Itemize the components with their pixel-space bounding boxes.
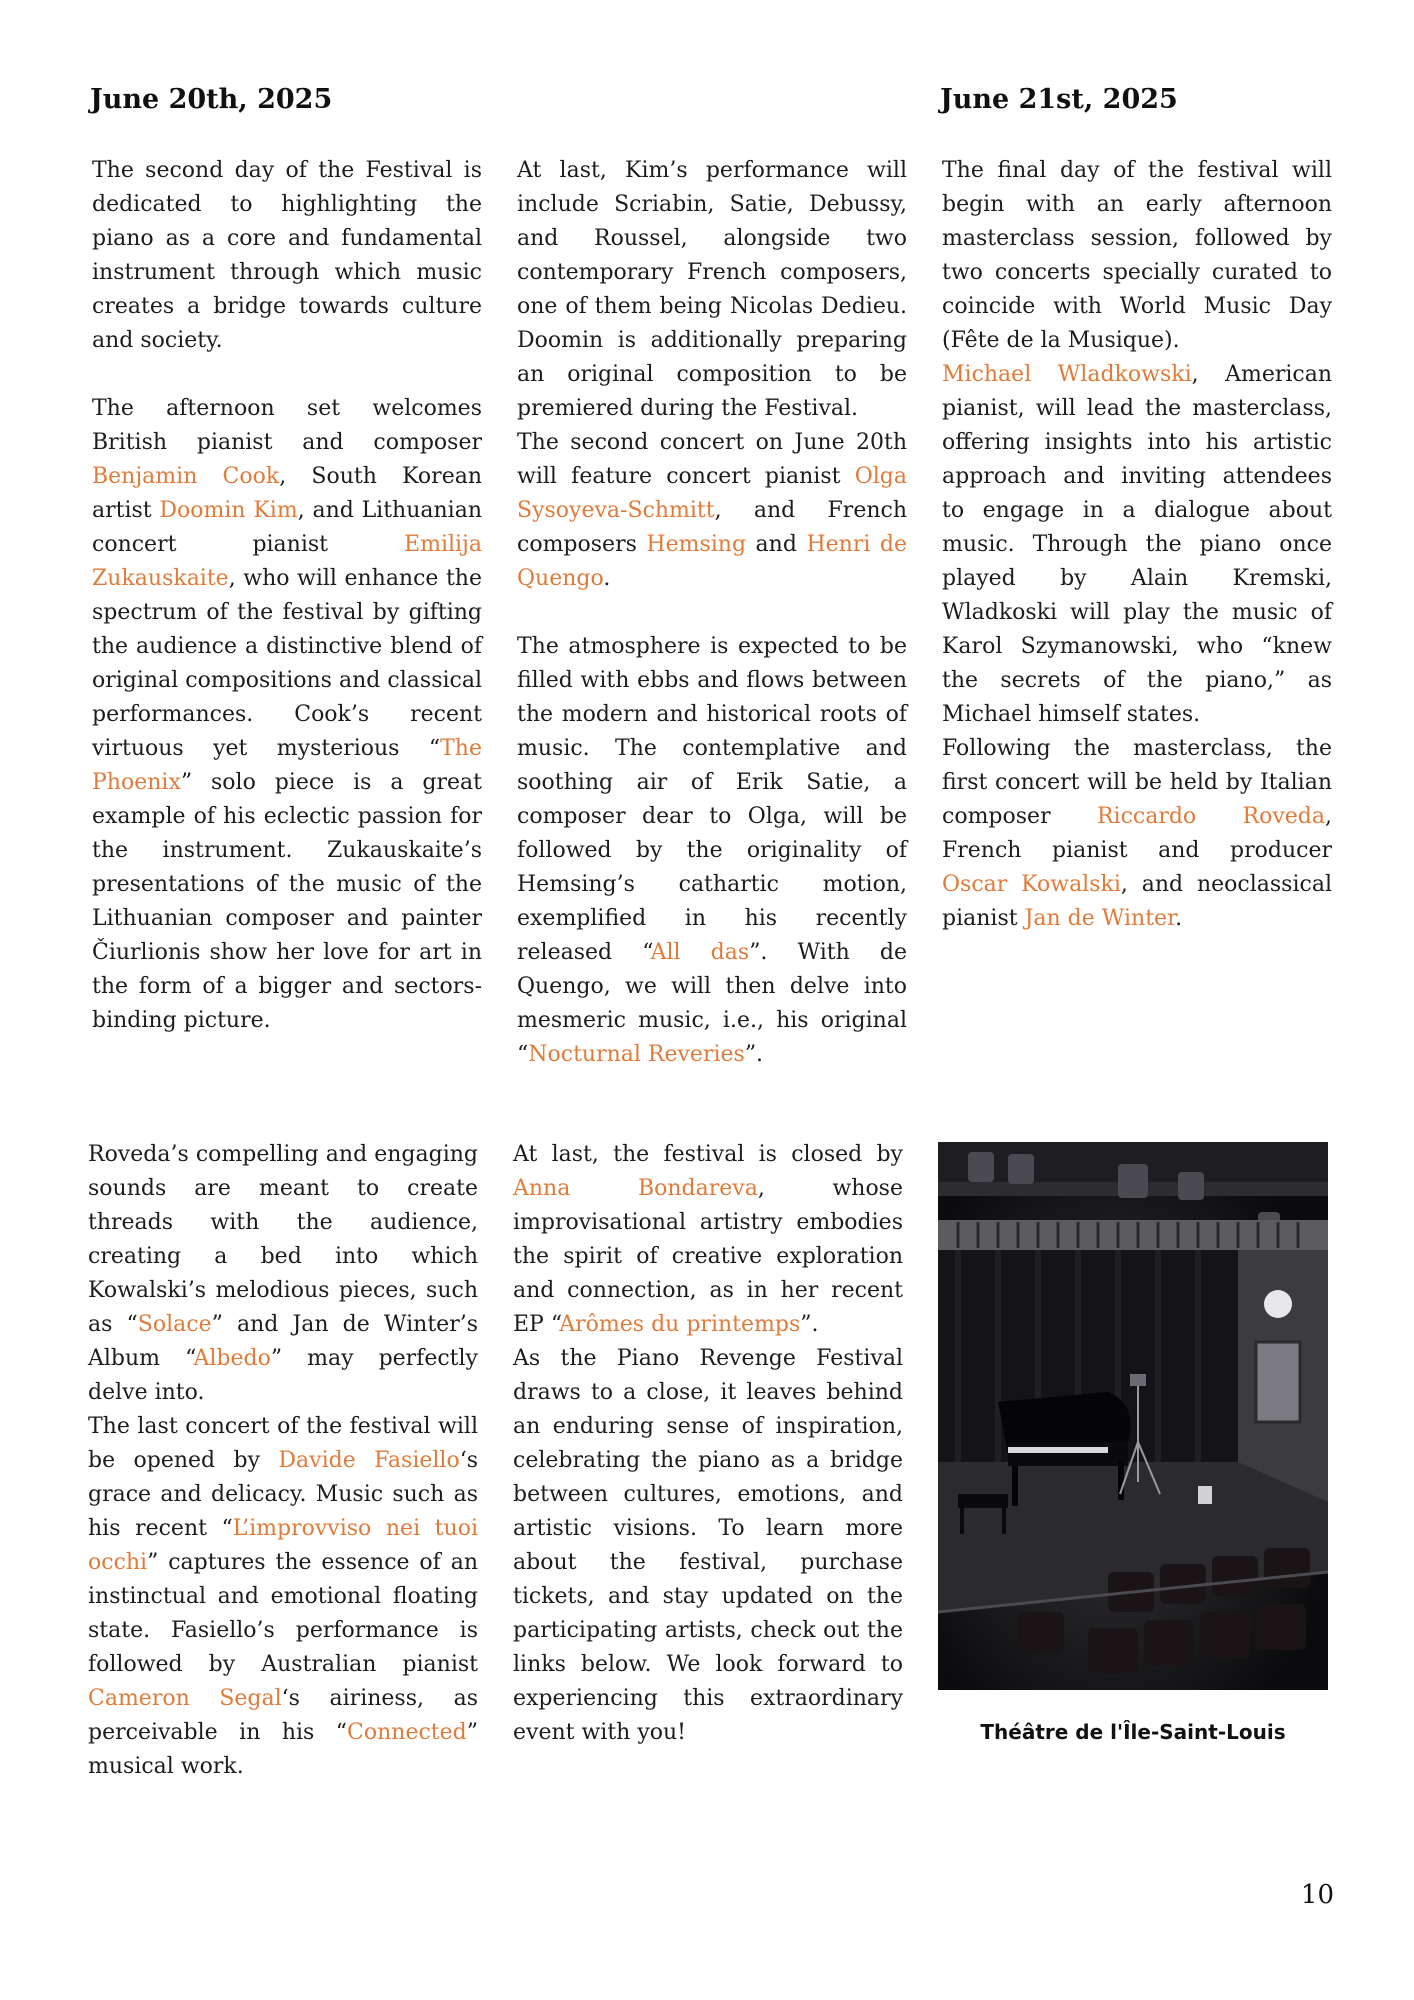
column-5 bbox=[513, 1138, 903, 1750]
artist-link-hemsing[interactable]: Hemsing bbox=[646, 532, 747, 557]
paragraph: The final day of the festival will begin with an early afternoon masterclass session, followed by two concerts specially curated to coincide with World Music Day (Fête de la Musique). bbox=[942, 158, 1332, 353]
artist-link-henri-de-quengo[interactable]: Henri de Quengo bbox=[517, 532, 907, 591]
artist-link-olga-sysoyeva-schmitt[interactable]: Olga Sysoyeva-Schmitt bbox=[517, 464, 907, 523]
paragraph: The afternoon set welcomes British pianist and composer Benjamin Cook, South Korean artist Doomin Kim, and Lithuanian concert pianist Emilija Zukauskaite, who will enhance the spectrum of the festival by gifting the audience a distinctive blend of original compositions and classical performances. Cook’s recent virtuous yet mysterious “The Phoenix” solo piece is a great example of his eclectic passion for the instrument. Zukauskaite’s presentations of the music of the Lithuanian composer and painter Čiurlionis show her love for art in the form of a bigger and sectors-binding picture. bbox=[92, 396, 483, 1033]
page-number: 10 bbox=[1300, 1880, 1334, 1910]
work-link-connected[interactable]: Connected bbox=[347, 1720, 467, 1745]
artist-link-michael-wladkowski[interactable]: Michael Wladkowski bbox=[942, 362, 1192, 387]
paragraph: Roveda’s compelling and engaging sounds are meant to create threads with the audience, creating a bed into which Kowalski’s melodious pieces, such as “Solace” and Jan de Winter’s Album “Albedo” may perfectly delve into. bbox=[88, 1142, 478, 1405]
work-link-albedo[interactable]: Albedo bbox=[193, 1346, 271, 1371]
artist-link-doomin-kim[interactable]: Doomin Kim bbox=[159, 498, 298, 523]
artist-link-benjamin-cook[interactable]: Benjamin Cook bbox=[92, 464, 280, 489]
paragraph: The second day of the Festival is dedicated to highlighting the piano as a core and fundamental instrument through which music creates a bridge towards culture and society. bbox=[92, 158, 482, 353]
work-link-aromes-du-printemps[interactable]: Arômes du printemps bbox=[559, 1312, 801, 1337]
column-2 bbox=[517, 154, 907, 1072]
artist-link-oscar-kowalski[interactable]: Oscar Kowalski bbox=[942, 872, 1121, 897]
work-link-the-phoenix[interactable]: The Phoenix bbox=[92, 736, 482, 795]
theatre-photo bbox=[938, 1142, 1328, 1690]
column-4 bbox=[88, 1138, 478, 1784]
artist-link-emilija-zukauskaite[interactable]: Emilija Zukauskaite bbox=[92, 532, 482, 591]
artist-link-jan-de-winter[interactable]: Jan de Winter bbox=[1024, 906, 1176, 931]
artist-link-cameron-segal[interactable]: Cameron Segal bbox=[88, 1686, 282, 1711]
date-heading-june-20: June 20th, 2025 bbox=[90, 84, 333, 115]
column-1 bbox=[92, 154, 482, 1038]
work-link-all-das[interactable]: All das bbox=[650, 940, 750, 965]
paragraph: The last concert of the festival will be opened by Davide Fasiello‘s grace and delicacy. Music such as his recent “L’improvviso nei tuoi occhi” captures the essence of an instinctual and emotional floating state. Fasiello’s performance is followed by Australian pianist Cameron Segal‘s airiness, as perceivable in his “Connected” musical work. bbox=[88, 1414, 478, 1779]
paragraph: At last, Kim’s performance will include Scriabin, Satie, Debussy, and Roussel, alongside two contemporary French composers, one of them being Nicolas Dedieu. Doomin is additionally preparing an original composition to be premiered during the Festival. bbox=[517, 158, 907, 421]
paragraph: The atmosphere is expected to be filled with ebbs and flows between the modern and historical roots of music. The contemplative and soothing air of Erik Satie, a composer dear to Olga, will be followed by the originality of Hemsing’s cathartic motion, exemplified in his recently released “All das”. With de Quengo, we will then delve into mesmeric music, i.e., his original “Nocturnal Reveries”. bbox=[517, 634, 907, 1067]
date-heading-june-21: June 21st, 2025 bbox=[940, 84, 1178, 115]
work-link-solace[interactable]: Solace bbox=[137, 1312, 212, 1337]
paragraph: The second concert on June 20th will feature concert pianist Olga Sysoyeva-Schmitt, and French composers Hemsing and Henri de Quengo. bbox=[517, 430, 907, 591]
work-link-nocturnal-reveries[interactable]: Nocturnal Reveries bbox=[528, 1042, 745, 1067]
paragraph: As the Piano Revenge Festival draws to a close, it leaves behind an enduring sense of inspiration, celebrating the piano as a bridge between cultures, emotions, and artistic visions. To learn more about the festival, purchase tickets, and stay updated on the participating artists, check out the links below. We look forward to experiencing this extraordinary event with you! bbox=[513, 1346, 903, 1745]
artist-link-riccardo-roveda[interactable]: Riccardo Roveda bbox=[1096, 804, 1326, 829]
theatre-stage-illustration bbox=[938, 1142, 1328, 1690]
artist-link-anna-bondareva[interactable]: Anna Bondareva bbox=[513, 1176, 758, 1201]
paragraph: At last, the festival is closed by Anna Bondareva, whose improvisational artistry embodies the spirit of creative exploration and connection, as in her recent EP “Arômes du printemps”. bbox=[513, 1142, 903, 1337]
paragraph: Michael Wladkowski, American pianist, will lead the masterclass, offering insights into his artistic approach and inviting attendees to engage in a dialogue about music. Through the piano once played by Alain Kremski, Wladkoski will play the music of Karol Szymanowski, who “knew the secrets of the piano,” as Michael himself states. bbox=[942, 362, 1332, 727]
photo-caption: Théâtre de l'Île-Saint-Louis bbox=[980, 1720, 1286, 1744]
artist-link-davide-fasiello[interactable]: Davide Fasiello bbox=[278, 1448, 460, 1473]
work-link-limprovviso-nei-tuoi-occhi[interactable]: L’improvviso nei tuoi occhi bbox=[88, 1516, 478, 1575]
paragraph: Following the masterclass, the first concert will be held by Italian composer Riccardo Roveda, French pianist and producer Oscar Kowalski, and neoclassical pianist Jan de Winter. bbox=[942, 736, 1333, 931]
column-3 bbox=[942, 154, 1332, 936]
